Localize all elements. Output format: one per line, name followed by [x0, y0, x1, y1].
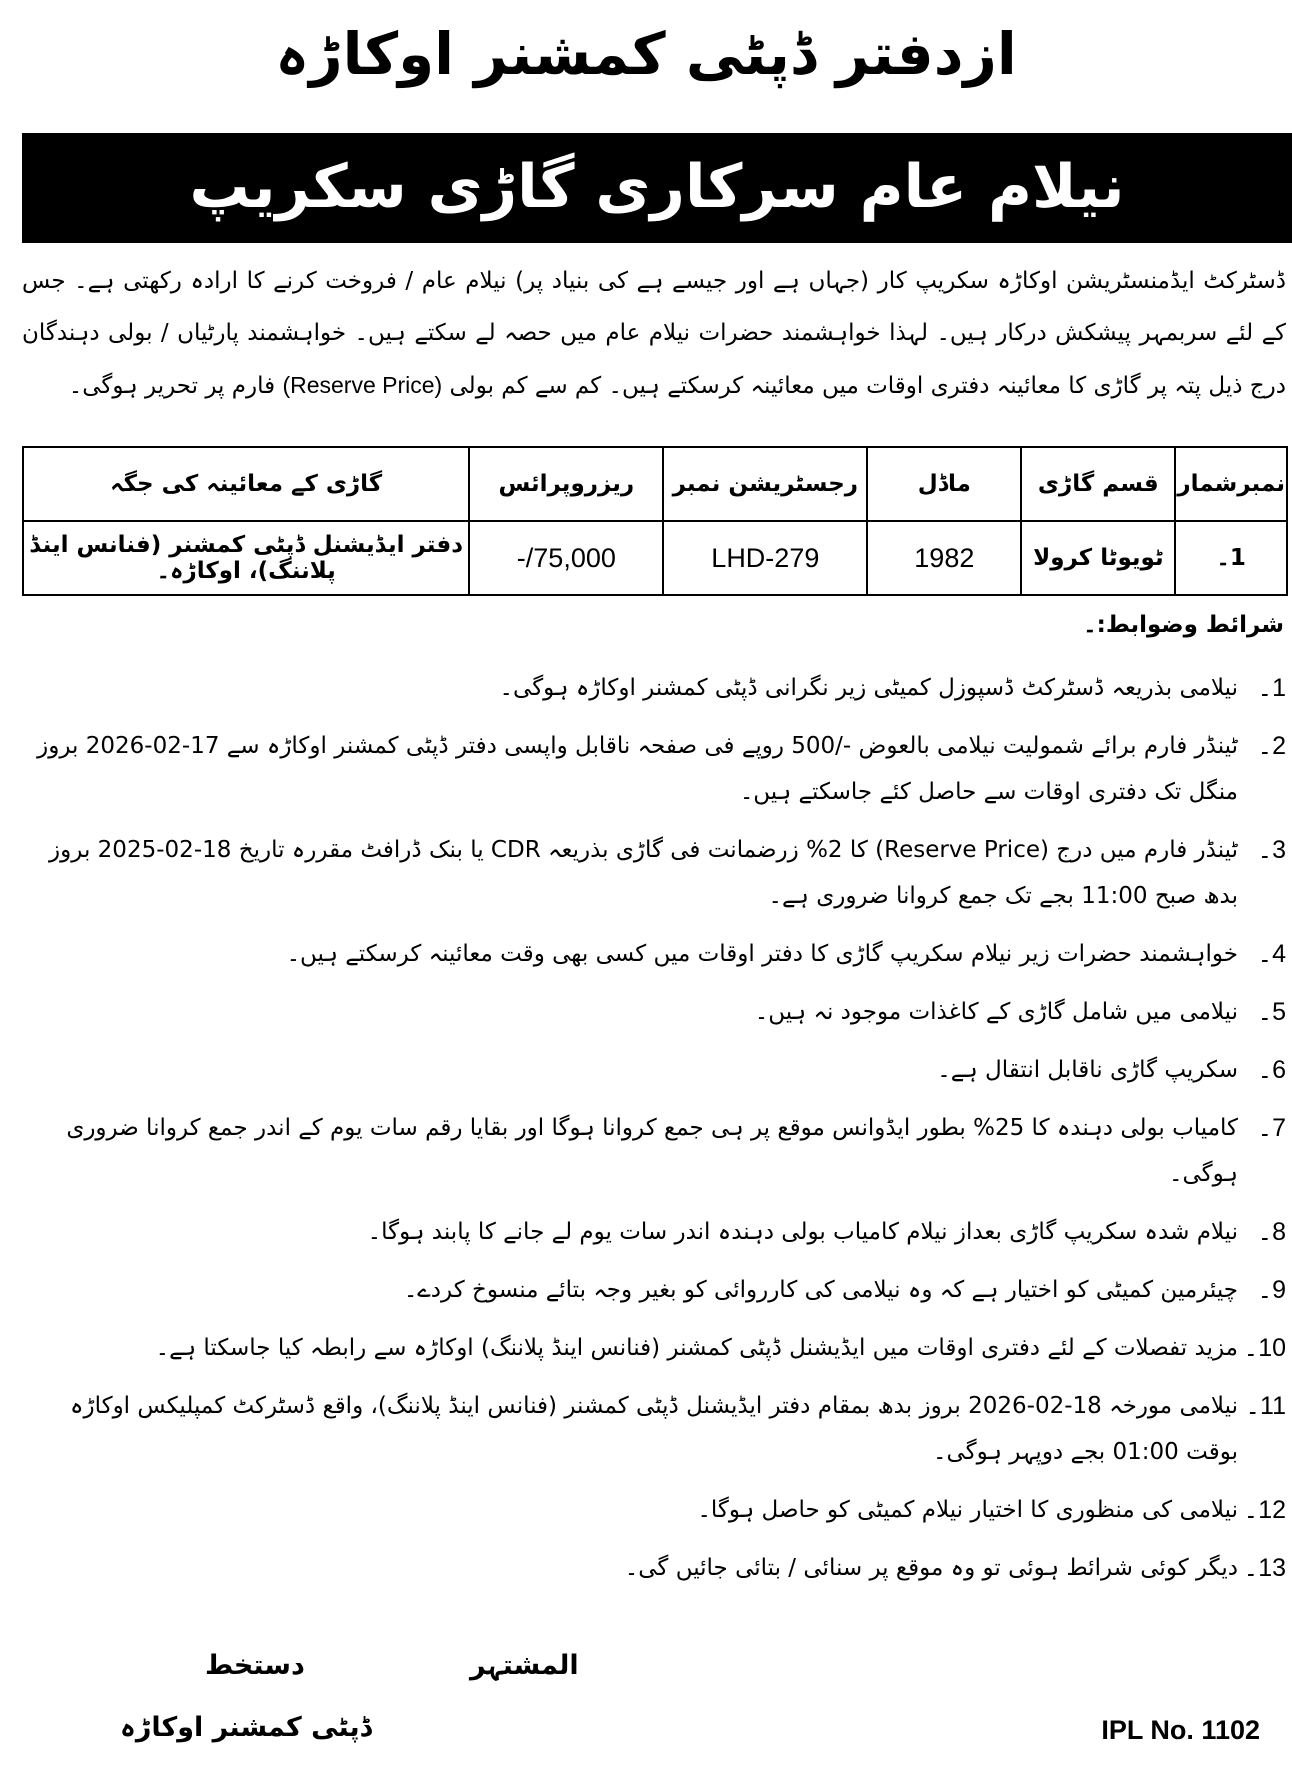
item-text: چیئرمین کمیٹی کو اختیار ہے کہ وہ نیلامی کی کارروائی کو بغیر وجہ بتائے منسوخ کردے۔: [403, 1277, 1238, 1303]
list-item: [16, 1047, 1286, 1093]
item-text: نیلامی بذریعہ ڈسٹرکٹ ڈسپوزل کمیٹی زیر نگرانی ڈپٹی کمشنر اوکاڑہ ہوگی۔: [499, 675, 1238, 701]
item-number: 12۔: [1243, 1496, 1286, 1524]
table-row: [23, 521, 1287, 595]
item-number: 9۔: [1257, 1276, 1286, 1304]
item-number: 6۔: [1257, 1056, 1286, 1084]
item-text: نیلامی کی منظوری کا اختیار نیلام کمیٹی کو حاصل ہوگا۔: [697, 1497, 1238, 1523]
item-text: ٹینڈر فارم میں درج (Reserve Price) کا 2% زرضمانت فی گاڑی بذریعہ CDR یا بنک ڈرافٹ مقررہ تاریخ 18-02-2025 بروز بدھ صبح 11:00 بجے تک جمع کروانا ضروری ہے۔: [49, 837, 1238, 909]
item-text: دیگر کوئی شرائط ہوئی تو وہ موقع پر سنائی / بتائی جائیں گی۔: [624, 1555, 1238, 1581]
reserve-price-term: (Reserve Price): [282, 372, 443, 398]
item-number: 4۔: [1257, 940, 1286, 968]
item-text: نیلامی میں شامل گاڑی کے کاغذات موجود نہ ہیں۔: [754, 999, 1238, 1025]
cell-vehicle-type: ٹویوٹا کرولا: [1021, 521, 1175, 595]
conditions-list: [16, 665, 1286, 1603]
list-item: [16, 1105, 1286, 1197]
cell-inspection-place: دفتر ایڈیشنل ڈپٹی کمشنر (فنانس اینڈ پلاننگ)، اوکاڑہ۔: [23, 521, 469, 595]
intro-text: ڈسٹرکٹ ایڈمنسٹریشن اوکاڑہ سکریپ کار (جہاں ہے اور جیسے ہے کی بنیاد پر) نیلام عام / فروخت کرنے کا ارادہ رکھتی ہے۔ جس کے لئے سربمہر پیشکش درکار ہیں۔ لہذا خواہشمند حضرات نیلام عام میں حصہ لے سکتے ہیں۔ خواہشمند پارٹیاں / بولی دہندگان درج ذیل پتہ پر گاڑی کا معائینہ دفتری اوقات میں معائینہ کرسکتے ہیں۔ کم سے کم بولی: [22, 268, 1286, 399]
conditions-heading: شرائط وضوابط:۔: [1083, 612, 1284, 638]
cell-reserve-price: 75,000/-: [469, 521, 663, 595]
office-title: ازدفتر ڈپٹی کمشنر اوکاڑہ: [275, 20, 1017, 88]
col-reserve-price: ریزروپرائس: [469, 447, 663, 521]
vehicle-table: [22, 446, 1288, 596]
cell-serial: 1۔: [1175, 521, 1287, 595]
list-item: [16, 723, 1286, 815]
cell-registration: LHD-279: [663, 521, 867, 595]
item-text: نیلامی مورخہ 18-02-2026 بروز بدھ بمقام دفتر ایڈیشنل ڈپٹی کمشنر (فنانس اینڈ پلاننگ)، واقع ڈسٹرکٹ کمپلیکس اوکاڑہ بوقت 01:00 بجے دوپہر ہوگی۔: [70, 1393, 1238, 1465]
list-item: [16, 989, 1286, 1035]
col-vehicle-type: قسم گاڑی: [1021, 447, 1175, 521]
list-item: [16, 827, 1286, 919]
list-item: [16, 1487, 1286, 1533]
list-item: [16, 1383, 1286, 1475]
item-number: 2۔: [1257, 732, 1286, 760]
item-number: 13۔: [1243, 1554, 1286, 1582]
list-item: [16, 931, 1286, 977]
cell-model: 1982: [867, 521, 1021, 595]
item-number: 7۔: [1257, 1114, 1286, 1142]
intro-paragraph: [22, 255, 1286, 412]
item-number: 10۔: [1243, 1334, 1286, 1362]
item-text: خواہشمند حضرات زیر نیلام سکریپ گاڑی کا دفتر اوقات میں کسی بھی وقت معائینہ کرسکتے ہیں۔: [286, 941, 1238, 967]
item-number: 8۔: [1257, 1218, 1286, 1246]
list-item: [16, 1325, 1286, 1371]
item-text: نیلام شدہ سکریپ گاڑی بعداز نیلام کامیاب بولی دہندہ اندر سات یوم لے جانے کا پابند ہوگا۔: [367, 1219, 1238, 1245]
designation: ڈپٹی کمشنر اوکاڑہ: [120, 1712, 372, 1743]
advertiser-label: المشتہر: [470, 1650, 579, 1681]
item-text: مزید تفصلات کے لئے دفتری اوقات میں ایڈیشنل ڈپٹی کمشنر (فنانس اینڈ پلاننگ) اوکاڑہ سے رابطہ کیا جاسکتا ہے۔: [155, 1335, 1238, 1361]
auction-banner: نیلام عام سرکاری گاڑی سکریپ: [22, 133, 1292, 243]
table-header-row: [23, 447, 1287, 521]
item-number: 11۔: [1245, 1392, 1286, 1420]
col-model: ماڈل: [867, 447, 1021, 521]
item-text: سکریپ گاڑی ناقابل انتقال ہے۔: [937, 1057, 1238, 1083]
list-item: [16, 665, 1286, 711]
intro-text-end: فارم پر تحریر ہوگی۔: [68, 373, 276, 399]
item-number: 3۔: [1257, 836, 1286, 864]
item-number: 5۔: [1257, 998, 1286, 1026]
list-item: [16, 1545, 1286, 1591]
list-item: [16, 1267, 1286, 1313]
col-serial: نمبرشمار: [1175, 447, 1287, 521]
signature-label: دستخط: [205, 1650, 305, 1681]
list-item: [16, 1209, 1286, 1255]
item-text: کامیاب بولی دہندہ کا 25% بطور ایڈوانس موقع پر ہی جمع کروانا ہوگا اور بقایا رقم سات یوم کے اندر جمع کروانا ضروری ہوگی۔: [66, 1115, 1238, 1187]
ipl-number: IPL No. 1102: [1101, 1715, 1260, 1745]
item-number: 1۔: [1257, 674, 1286, 702]
col-registration: رجسٹریشن نمبر: [663, 447, 867, 521]
item-text: ٹینڈر فارم برائے شمولیت نیلامی بالعوض -/500 روپے فی صفحہ ناقابل واپسی دفتر ڈپٹی کمشنر اوکاڑہ سے 17-02-2026 بروز منگل تک دفتری اوقات سے حاصل کئے جاسکتے ہیں۔: [37, 733, 1238, 805]
col-inspection-place: گاڑی کے معائینہ کی جگہ: [23, 447, 469, 521]
